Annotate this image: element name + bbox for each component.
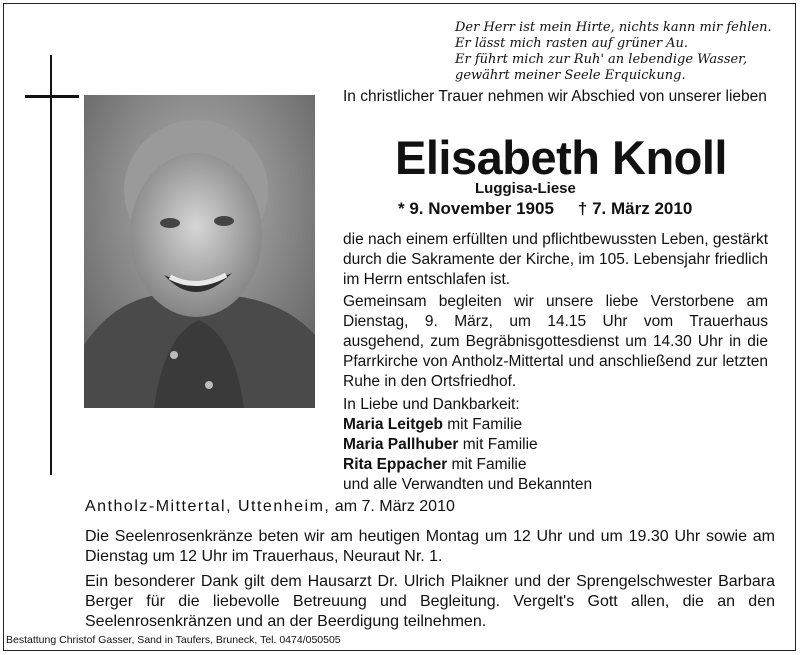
body-paragraph: die nach einem erfüllten und pflichtbewussten Leben, gestärkt durch die Sakramente der Kirche, im 105. Lebensjahr friedlich im Herrn entschlafen ist.: [343, 231, 768, 288]
mourner-suffix: mit Familie: [458, 436, 538, 453]
mourner-suffix: mit Familie: [447, 456, 527, 473]
life-dates: [398, 199, 692, 219]
gratitude-paragraph: Ein besonderer Dank gilt dem Hausarzt Dr. Ulrich Plaikner und der Sprengelschwester Barbara Berger für die liebevolle Betreuung und Begleitung. Vergelt's Gott allen, die an den Seelenrosenkränzen und an der Beerdigung teilnehmen.: [85, 573, 775, 630]
thanks-heading: In Liebe und Dankbarkeit:: [343, 396, 520, 413]
death-date: † 7. März 2010: [577, 199, 693, 218]
portrait-photo: [84, 95, 315, 408]
psalm-quote: [455, 20, 795, 84]
mourner-name: Maria Pallhuber: [343, 436, 459, 453]
place-names: Antholz-Mittertal, Uttenheim,: [85, 498, 331, 515]
cross-icon: [50, 55, 52, 475]
mourner-line: [343, 455, 768, 475]
undertaker-footer: Bestattung Christof Gasser, Sand in Taufers, Bruneck, Tel. 0474/050505: [6, 634, 341, 646]
intro-text: In christlicher Trauer nehmen wir Abschied von unserer lieben: [343, 88, 767, 105]
mourner-name: Rita Eppacher: [343, 456, 448, 473]
relatives-line: und alle Verwandten und Bekannten: [343, 476, 593, 493]
nickname: Luggisa-Liese: [475, 180, 576, 197]
psalm-line: Er führt mich zur Ruh' an lebendige Wasser,: [455, 52, 748, 67]
mourner-name: Maria Leitgeb: [343, 416, 443, 433]
funeral-details: Gemeinsam begleiten wir unsere liebe Verstorbene am Dienstag, 9. März, um 14.15 Uhr vom Trauerhaus ausgehend, zum Begräbnisgottesdienst um 14.30 Uhr in die Pfarrkirche von Antholz-Mittertal und anschließend zur letzten Ruhe in den Ortsfriedhof.: [343, 293, 768, 390]
mourners-block: [343, 395, 768, 495]
mourner-line: [343, 435, 768, 455]
birth-date: * 9. November 1905: [398, 199, 554, 218]
cross-bar: [25, 95, 79, 98]
mourner-suffix: mit Familie: [442, 416, 523, 433]
place-date: [85, 498, 455, 516]
portrait-image: [84, 95, 315, 408]
psalm-line: Der Herr ist mein Hirte, nichts kann mir fehlen.: [455, 20, 772, 35]
mourner-line: [343, 415, 768, 435]
psalm-line: gewährt meiner Seele Erquickung.: [455, 68, 686, 83]
notice-date: am 7. März 2010: [330, 498, 455, 515]
psalm-line: Er lässt mich rasten auf grüner Au.: [455, 36, 689, 51]
deceased-name: Elisabeth Knoll: [395, 131, 727, 184]
rosary-paragraph: Die Seelenrosenkränze beten wir am heutigen Montag um 12 Uhr und um 19.30 Uhr sowie am Dienstag um 12 Uhr im Trauerhaus, Neuraut Nr. 1.: [85, 528, 775, 565]
